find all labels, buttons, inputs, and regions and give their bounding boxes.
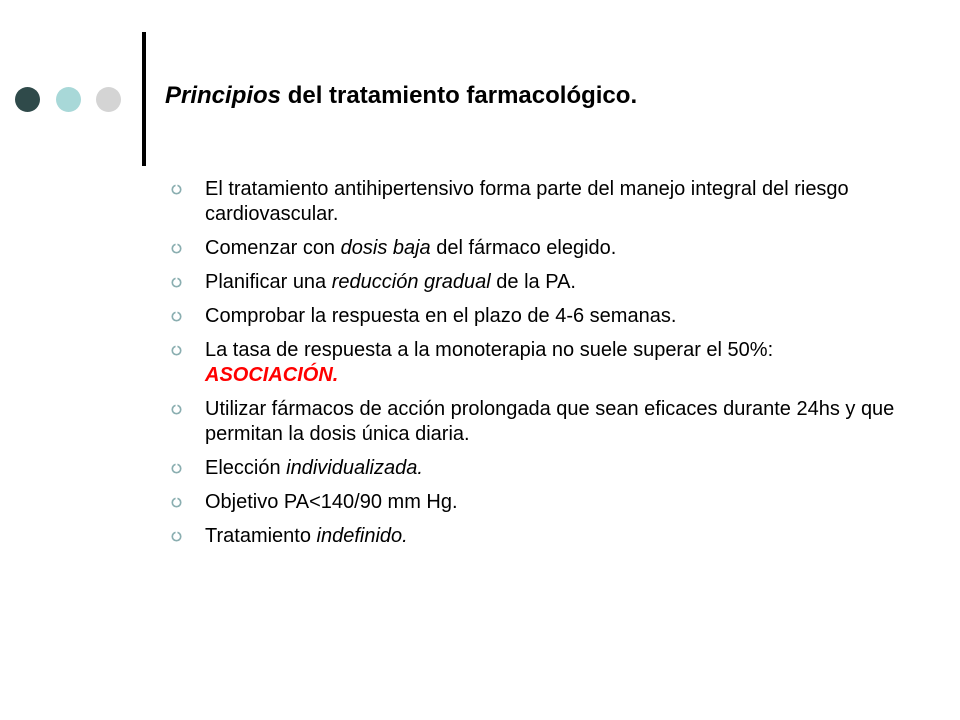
bullet-text — [205, 457, 423, 479]
ring-bullet-icon — [171, 184, 182, 195]
ring-bullet-icon — [171, 345, 182, 356]
slide-title — [165, 76, 925, 116]
bullet-text — [205, 271, 576, 293]
bullet-item — [168, 524, 908, 549]
bullet-text-segment: dosis baja — [340, 237, 431, 259]
bullet-list — [168, 177, 908, 558]
ring-bullet-icon — [171, 311, 182, 322]
bullet-text-segment: Utilizar fármacos de acción prolongada que sean eficaces durante 24hs y que permitan la dosis única diaria. — [205, 398, 895, 445]
ring-bullet-icon — [171, 404, 182, 415]
bullet-item — [168, 338, 908, 388]
bullet-text-segment: Elección — [205, 457, 287, 479]
bullet-text — [205, 398, 894, 445]
ring-bullet-icon — [171, 497, 182, 508]
bullet-text-segment: ASOCIACIÓN. — [205, 364, 339, 386]
bullet-item — [168, 270, 908, 295]
bullet-item — [168, 490, 908, 515]
ring-bullet-icon — [171, 531, 182, 542]
decor-dot-teal — [56, 87, 81, 112]
bullet-text — [205, 491, 458, 513]
title-divider — [142, 32, 146, 166]
bullet-text-segment: Comprobar la respuesta en el plazo de 4-6 semanas. — [205, 305, 677, 327]
bullet-item — [168, 177, 908, 227]
bullet-text-segment: La tasa de respuesta a la monoterapia no suele superar el 50%: — [205, 339, 774, 361]
bullet-text — [205, 178, 849, 225]
decor-dot-gray — [96, 87, 121, 112]
bullet-text-segment: Comenzar con — [205, 237, 341, 259]
bullet-text-segment: de la PA. — [490, 271, 576, 293]
bullet-text — [205, 339, 773, 386]
title-italic-part: Principios — [165, 82, 282, 109]
bullet-item — [168, 456, 908, 481]
ring-bullet-icon — [171, 277, 182, 288]
bullet-item — [168, 304, 908, 329]
bullet-text-segment: individualizada. — [286, 457, 423, 479]
bullet-text-segment: Planificar una — [205, 271, 332, 293]
ring-bullet-icon — [171, 463, 182, 474]
title-rest: del tratamiento farmacológico. — [281, 82, 638, 109]
decor-dot-dark — [15, 87, 40, 112]
bullet-item — [168, 236, 908, 261]
bullet-text-segment: El tratamiento antihipertensivo forma parte del manejo integral del riesgo cardiovascular. — [205, 178, 849, 225]
bullet-text-segment: del fármaco elegido. — [430, 237, 617, 259]
bullet-text — [205, 237, 616, 259]
bullet-item — [168, 397, 908, 447]
bullet-text-segment: reducción gradual — [331, 271, 491, 293]
ring-bullet-icon — [171, 243, 182, 254]
bullet-text-segment: indefinido. — [316, 525, 408, 547]
bullet-text — [205, 305, 676, 327]
bullet-text-segment: Objetivo PA<140/90 mm Hg. — [205, 491, 458, 513]
bullet-text — [205, 525, 408, 547]
bullet-text-segment: Tratamiento — [205, 525, 317, 547]
